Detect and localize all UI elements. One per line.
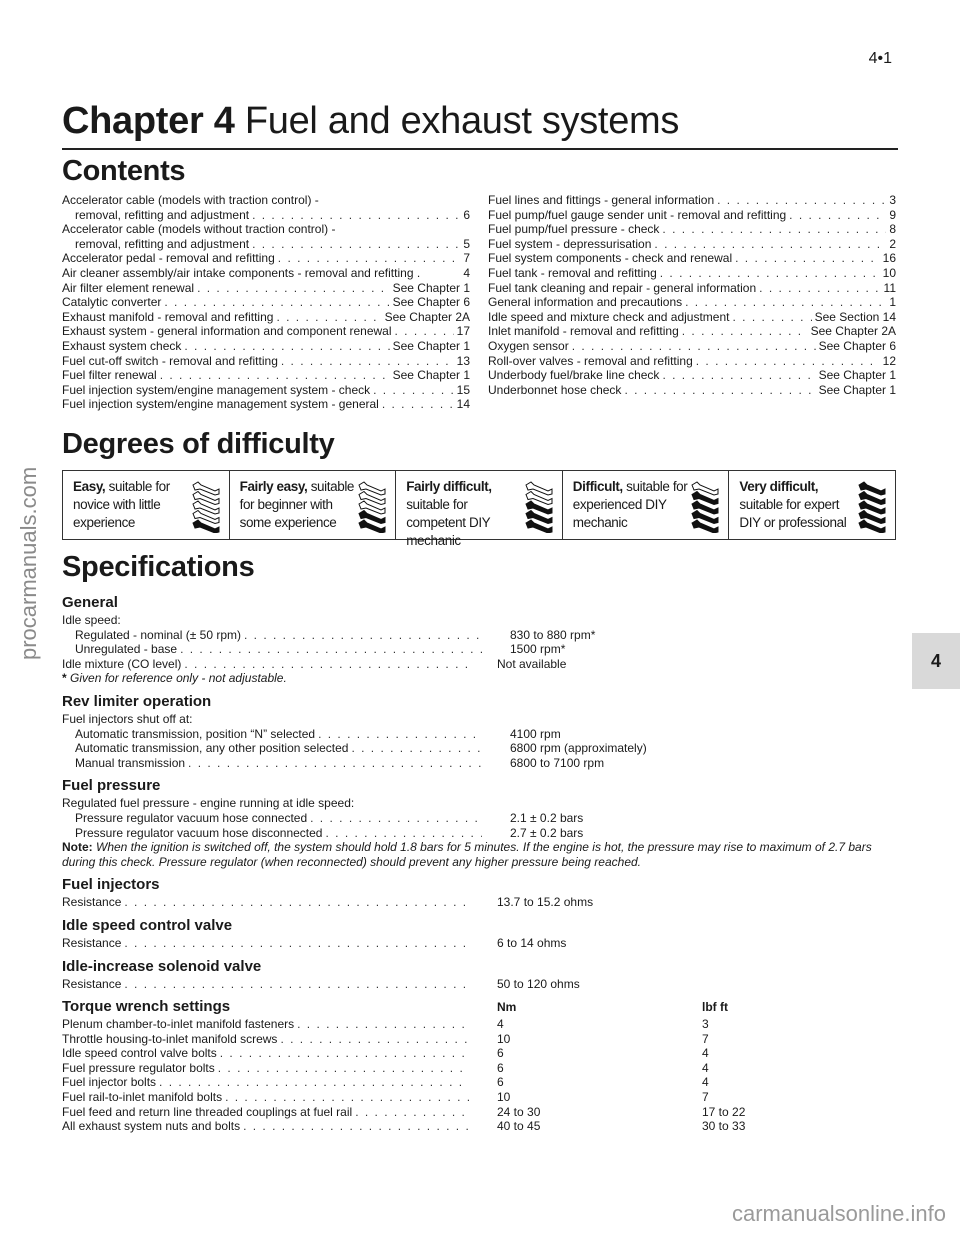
contents-entry-title: Exhaust system - general information and component renewal [62,324,392,339]
note-label: Note: [62,840,96,855]
spec-label-text: All exhaust system nuts and bolts [62,1119,241,1134]
spec-value: 6 to 14 ohms [497,935,567,950]
contents-entry-page: See Chapter 6 [818,338,896,353]
spec-label-text: Resistance [62,895,122,910]
spec-row [62,977,902,992]
spec-row [62,1119,902,1134]
spec-value: Not available [497,656,567,671]
dot-leader [252,208,460,223]
spec-label-text: Fuel feed and return line threaded couplings at fuel rail [62,1104,353,1119]
contents-entry-title: Accelerator pedal - removal and refitting [62,251,275,266]
contents-entry [62,310,470,325]
dot-leader [310,811,482,826]
spec-value: 6 [497,1060,504,1075]
spec-row [62,727,902,742]
dot-leader [188,756,482,771]
spec-value-imperial: 4 [702,1060,709,1075]
dot-leader [682,324,808,339]
spec-label [62,1090,472,1105]
spec-row [62,1061,902,1076]
dot-leader [789,208,886,223]
spec-row [62,1075,902,1090]
contents-left-column [62,193,470,412]
spec-value-imperial: 3 [702,1017,709,1032]
wrench-icon [524,479,554,533]
difficulty-label: Easy, [73,479,106,494]
spec-value: 40 to 45 [497,1119,541,1134]
dot-leader [124,936,469,951]
spec-label-text: Resistance [62,976,122,991]
spec-label-text: Throttle housing-to-inlet manifold screws [62,1031,278,1046]
footer-watermark: carmanualsonline.info [731,1201,946,1226]
contents-entry [488,193,896,208]
spec-label-text: Automatic transmission, position “N” selected [75,726,316,741]
contents-entry [62,208,470,223]
difficulty-description: suitable for competent DIY mechanic [406,497,491,548]
contents-entry-page: 5 [463,236,470,251]
contents-entry-page: See Chapter 1 [392,368,470,383]
spec-row [62,1046,902,1061]
dot-leader [164,295,389,310]
spec-section-title: Idle-increase solenoid valve [62,957,262,975]
spec-row [62,756,902,771]
contents-entry-page: 2 [889,236,896,251]
side-watermark: procarmanuals.com [16,466,41,660]
contents-entry [62,281,470,296]
spec-row [62,895,902,910]
contents-entry [488,354,896,369]
dot-leader [220,1046,469,1061]
spec-label-text: Automatic transmission, any other position selected [75,741,349,756]
dot-leader [696,354,880,369]
spec-label [62,756,485,771]
note-text: When the ignition is switched off, the system should hold 1.8 bars for 5 minutes. If the engine is hot, the pressure may rise to maximum of 2.7 bars during this check. Pressure regulator (when reconnected) should prevent any higher pressure being reached. [62,840,872,869]
contents-heading: Contents [62,155,186,187]
dot-leader [124,977,469,992]
contents-entry-page: 12 [882,353,896,368]
spec-label-text: Fuel rail-to-inlet manifold bolts [62,1090,223,1105]
contents-entry-page: 1 [889,295,896,310]
contents-entry-title: Catalytic converter [62,295,162,310]
contents-entry [488,222,896,237]
contents-entry-title: Fuel system - depressurisation [488,236,652,251]
dot-leader [184,657,469,672]
spec-value: 2.7 ± 0.2 bars [510,825,584,840]
dot-leader [160,368,390,383]
contents-entry-title: removal, refitting and adjustment [75,236,250,251]
chapter-name: Fuel and exhaust systems [244,100,680,142]
contents-entry [488,251,896,266]
difficulty-text [573,478,693,532]
contents-entry [62,295,470,310]
spec-label [62,977,472,992]
spec-label [62,936,472,951]
difficulty-level-1 [63,471,229,539]
spec-label-text: Plenum chamber-to-inlet manifold fasteners [62,1017,295,1032]
contents-entry-page: See Chapter 1 [392,338,470,353]
contents-entry-title: Fuel tank cleaning and repair - general information [488,280,757,295]
spec-section-title: Idle speed control valve [62,916,233,934]
contents-entry-title: Fuel filter renewal [62,368,157,383]
dot-leader [243,1119,469,1134]
contents-entry-page: 14 [456,397,470,412]
difficulty-table [62,470,896,548]
spec-label [62,642,485,657]
spec-value: 1500 rpm* [510,642,566,657]
spec-label-text: Pressure regulator vacuum hose disconnected [75,825,323,840]
spec-value: 830 to 880 rpm* [510,627,596,642]
contents-entry-page: See Chapter 1 [818,382,896,397]
contents-entry [62,266,470,281]
contents-entry [62,222,470,237]
dot-leader [759,281,880,296]
spec-label-text: Idle speed control valve bolts [62,1046,217,1061]
contents-entry [488,266,896,281]
spec-value-imperial: 7 [702,1090,709,1105]
chapter-label: Chapter 4 [62,100,235,142]
spec-row [62,826,902,841]
spec-section-title: General [62,594,118,611]
note-text: Given for reference only - not adjustable. [70,671,287,686]
spec-value: 24 to 30 [497,1104,541,1119]
spec-value: 10 [497,1031,511,1046]
difficulty-text [406,478,526,550]
dot-leader [382,397,454,412]
spec-label [62,1105,472,1120]
difficulty-label: Fairly easy, [239,479,308,494]
contents-entry-page: 7 [463,251,470,266]
dot-leader [276,310,381,325]
contents-entry-page: 13 [456,353,470,368]
contents-entry-page: See Chapter 1 [818,368,896,383]
contents-entry-page: 3 [889,193,896,207]
wrench-icon [857,479,887,533]
contents-right-column [488,193,896,397]
contents-entry-page: 8 [889,222,896,237]
contents-entry [488,368,896,383]
difficulty-label: Very difficult, [739,479,819,494]
spec-label [62,1017,472,1032]
spec-section-title: Torque wrench settings [62,998,231,1016]
difficulty-label: Fairly difficult, [406,479,492,494]
contents-entry-page: See Chapter 1 [392,280,470,295]
contents-entry-title: Fuel lines and fittings - general information [488,193,715,207]
contents-entry-title: Underbody fuel/brake line check [488,368,660,383]
contents-entry [62,324,470,339]
dot-leader [624,383,815,398]
contents-entry-page: 17 [456,324,470,339]
dot-leader [280,1032,469,1047]
spec-label [62,895,472,910]
dot-leader [355,1105,469,1120]
dot-leader [735,251,880,266]
spec-note [62,840,902,869]
spec-section-title: Fuel injectors [62,876,160,894]
wrench-icon [357,479,387,533]
spec-label [62,657,472,672]
spec-section-title: Fuel pressure [62,777,161,795]
contents-entry [488,383,896,398]
spec-value: 6800 rpm (approximately) [510,741,647,756]
contents-entry [488,324,896,339]
spec-label [62,826,485,841]
specifications-heading: Specifications [62,551,255,583]
dot-leader [654,237,886,252]
contents-entry-title: Accelerator cable (models with traction control) - [62,193,319,207]
contents-entry [488,295,896,310]
contents-entry [488,339,896,354]
title-rule [62,148,898,150]
spec-row [62,1090,902,1105]
difficulty-description: suitable for expert DIY or professional [739,497,847,530]
spec-value: 50 to 120 ohms [497,976,580,991]
contents-entry-title: Fuel cut-off switch - removal and refitting [62,353,278,368]
dot-leader [281,354,454,369]
difficulty-label: Difficult, [572,479,623,494]
contents-entry [62,397,470,412]
spec-row [62,657,902,672]
spec-label-text: Fuel injector bolts [62,1075,157,1090]
spec-value-imperial: 7 [702,1031,709,1046]
dot-leader [732,310,811,325]
spec-value-imperial: 30 to 33 [702,1119,746,1134]
spec-row [62,642,902,657]
contents-entry [62,237,470,252]
spec-row [62,1032,902,1047]
spec-text: Idle speed: [62,613,121,627]
contents-entry-page: 15 [456,382,470,397]
spec-row [62,811,902,826]
contents-entry-title: Inlet manifold - removal and refitting [488,324,679,339]
spec-value-imperial: 4 [702,1075,709,1090]
dot-leader [184,339,389,354]
difficulty-level-5 [728,471,895,539]
spec-label-text: Idle mixture (CO level) [62,656,182,671]
spec-text: Regulated fuel pressure - engine running at idle speed: [62,796,355,811]
contents-entry-title: Fuel system components - check and renewal [488,251,733,266]
contents-entry [488,237,896,252]
contents-entry-title: Accelerator cable (models without traction control) - [62,222,336,237]
spec-value-imperial: 17 to 22 [702,1104,746,1119]
dot-leader [244,628,482,643]
contents-entry-title: Fuel injection system/engine management system - check [62,382,371,397]
contents-entry-page: See Chapter 2A [384,309,470,324]
spec-value: 4 [497,1017,504,1032]
dot-leader [717,193,886,208]
difficulty-level-3 [395,471,562,548]
spec-label [62,628,485,643]
contents-entry [62,251,470,266]
difficulty-description: suitable for novice with little experience [73,479,170,530]
spec-label [62,1075,472,1090]
dot-leader [351,741,482,756]
spec-label [62,727,485,742]
contents-entry-title: Exhaust system check [62,338,182,353]
dot-leader [685,295,886,310]
dot-leader [252,237,460,252]
spec-value: 13.7 to 15.2 ohms [497,895,594,910]
wrench-icon [191,479,221,533]
dot-leader [572,339,816,354]
difficulty-description: suitable for beginner with some experience [239,479,355,530]
page-number: 4•1 [868,50,892,67]
spec-value: 4100 rpm [510,726,561,741]
spec-row [62,1105,902,1120]
contents-entry-page: See Section 14 [814,309,896,324]
spec-label [62,741,485,756]
torque-header [62,997,902,1017]
spec-row [62,741,902,756]
chapter-title [62,100,679,143]
contents-entry-title: Oxygen sensor [488,338,569,353]
spec-text: Fuel injectors shut off at: [62,711,193,726]
contents-entry-title: Roll-over valves - removal and refitting [488,353,693,368]
contents-entry-page: See Chapter 2A [810,324,896,339]
spec-row [62,1017,902,1032]
spec-label [62,1046,472,1061]
contents-entry [488,310,896,325]
spec-label [62,1061,472,1076]
wrench-icon [690,479,720,533]
spec-label-text: Manual transmission [75,755,186,770]
spec-label-text: Fuel pressure regulator bolts [62,1060,215,1075]
contents-entry-page: 4 [463,265,470,280]
spec-label [62,1119,472,1134]
contents-entry-title: Fuel injection system/engine management system - general [62,397,379,412]
difficulty-level-4 [562,471,729,539]
difficulty-level-2 [229,471,396,539]
contents-entry-title: Idle speed and mixture check and adjustment [488,309,730,324]
spec-label-text: Regulated - nominal (± 50 rpm) [75,627,241,642]
chapter-tab: 4 [912,633,960,689]
contents-entry-title: Air filter element renewal [62,280,195,295]
contents-entry-page: 16 [882,251,896,266]
spec-value-imperial: 4 [702,1046,709,1061]
dot-leader [159,1075,469,1090]
dot-leader [278,251,461,266]
dot-leader [325,826,482,841]
dot-leader [297,1017,469,1032]
spec-value: 10 [497,1090,511,1105]
contents-entry [62,368,470,383]
spec-row [62,628,902,643]
dot-leader [373,383,454,398]
spec-note [62,671,902,686]
difficulty-text [739,478,859,532]
note-label: * [62,671,71,686]
contents-entry-title: Fuel pump/fuel gauge sender unit - removal and refitting [488,207,787,222]
difficulty-heading: Degrees of difficulty [62,428,335,460]
contents-entry-title: removal, refitting and adjustment [75,207,250,222]
contents-entry [488,208,896,223]
specifications-body [62,593,902,1134]
dot-leader [395,324,454,339]
spec-label [62,1032,472,1047]
contents-entry-page: See Chapter 6 [392,295,470,310]
spec-label-text: Unregulated - base [75,642,178,657]
difficulty-text [240,478,360,532]
dot-leader [225,1090,469,1105]
spec-value: 6 [497,1046,504,1061]
torque-col-lbf: lbf ft [702,1000,728,1015]
spec-value: 6800 to 7100 rpm [510,755,605,770]
contents-entry-page: 6 [463,207,470,222]
spec-value: 2.1 ± 0.2 bars [510,810,584,825]
spec-label [62,811,485,826]
contents-entry [62,383,470,398]
contents-entry-page: 10 [882,265,896,280]
contents-entry-title: General information and precautions [488,295,683,310]
spec-label-text: Resistance [62,935,122,950]
dot-leader [218,1061,469,1076]
spec-label-text: Pressure regulator vacuum hose connected [75,810,308,825]
contents-entry-page: 11 [883,280,896,295]
spec-value: 6 [497,1075,504,1090]
dot-leader [662,368,815,383]
contents-entry [62,193,470,208]
difficulty-text [73,478,193,532]
contents-entry-title: Exhaust manifold - removal and refitting [62,309,274,324]
contents-entry-title: Air cleaner assembly/air intake components - removal and refitting . [62,265,421,280]
dot-leader [180,642,482,657]
dot-leader [662,222,886,237]
dot-leader [124,895,469,910]
contents-entry [488,281,896,296]
contents-entry-title: Fuel pump/fuel pressure - check [488,222,660,237]
contents-entry-title: Underbonnet hose check [488,382,622,397]
contents-entry [62,339,470,354]
contents-entry [62,354,470,369]
dot-leader [318,727,482,742]
contents-entry-title: Fuel tank - removal and refitting [488,265,657,280]
spec-section-title: Rev limiter operation [62,692,212,710]
difficulty-description: suitable for experienced DIY mechanic [572,479,688,530]
spec-row [62,936,902,951]
dot-leader [660,266,880,281]
contents-entry-page: 9 [889,207,896,222]
dot-leader [197,281,390,296]
torque-col-nm: Nm [497,1000,517,1015]
